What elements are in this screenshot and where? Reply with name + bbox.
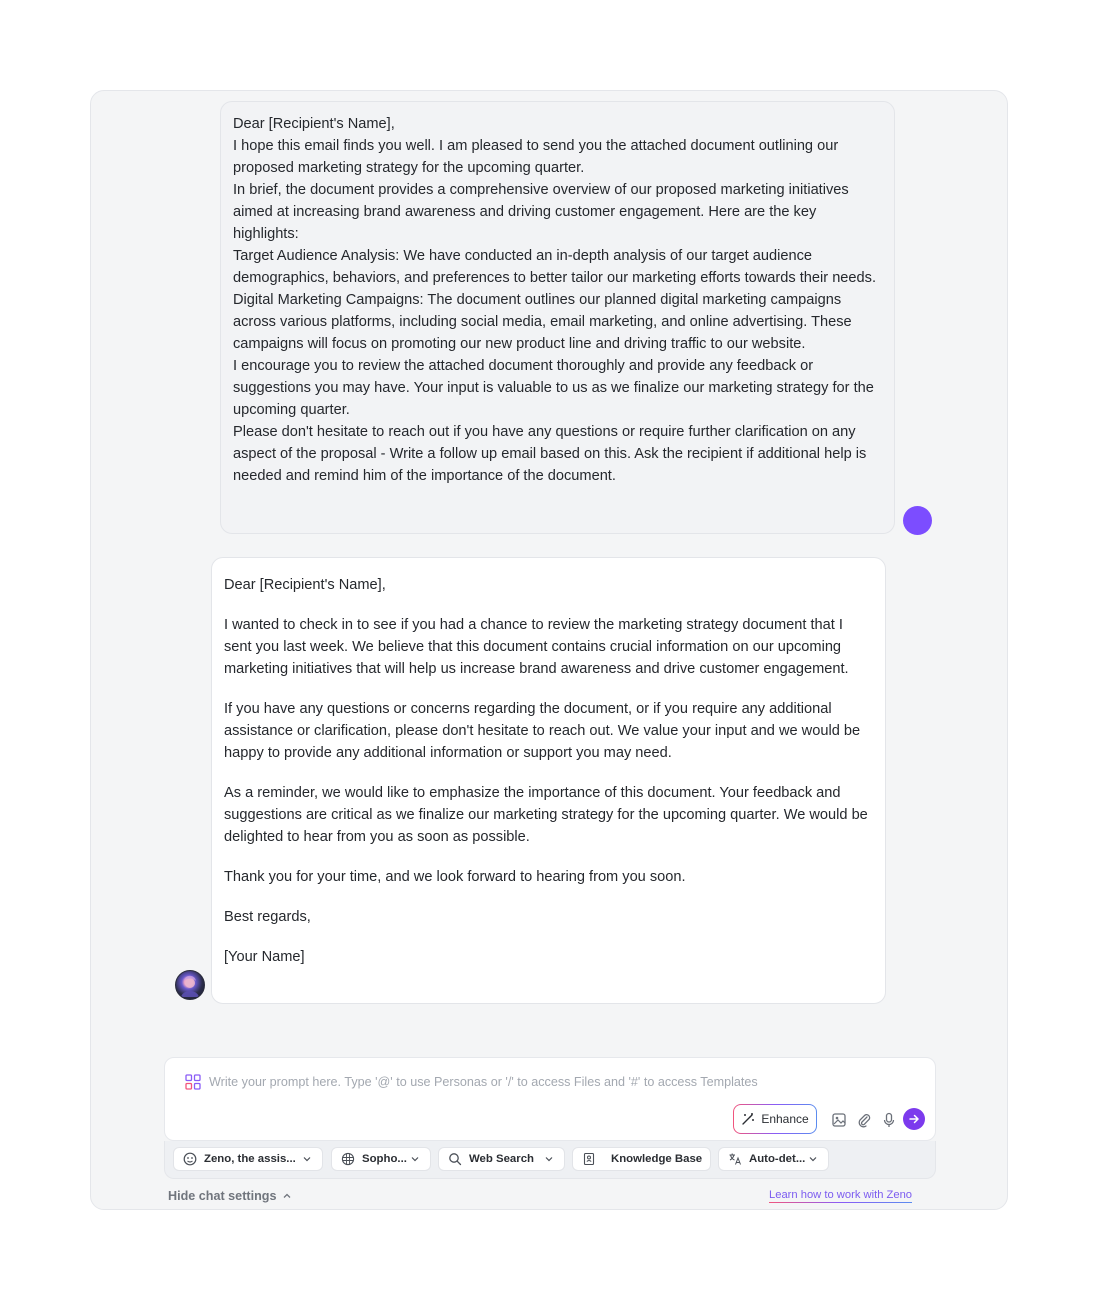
user-message-line: Please don't hesitate to reach out if you have any questions or require further clarification on any aspect of the proposal - Write a follow up email based on this. Ask the recipient if additional help is needed and remind him of the importance of the document. (233, 424, 867, 484)
user-message-bubble (220, 101, 895, 534)
assistant-paragraph: Best regards, (224, 909, 311, 925)
persona-icon (183, 1152, 197, 1166)
assistant-paragraph: If you have any questions or concerns regarding the document, or if you require any additional assistance or clarification, please don't hesitate to reach out. We value your input and we would be happy to provide any additional information or support you may need. (224, 701, 861, 761)
user-message-line: In brief, the document provides a comprehensive overview of our proposed marketing initiatives aimed at increasing brand awareness and driving customer engagement. Here are the key highlights: (233, 182, 849, 242)
chat-settings-bar (164, 1141, 936, 1179)
knowledge-base-button[interactable] (572, 1147, 711, 1171)
book-icon (582, 1152, 596, 1166)
assistant-avatar-art (176, 971, 204, 999)
assistant-paragraph: Thank you for your time, and we look forward to hearing from you soon. (224, 869, 686, 885)
language-select[interactable] (718, 1147, 829, 1171)
user-avatar (903, 506, 932, 535)
chevron-down-icon (544, 1154, 554, 1164)
send-button[interactable] (903, 1108, 925, 1130)
chevron-down-icon (410, 1154, 420, 1164)
paperclip-icon[interactable] (856, 1112, 872, 1128)
magic-wand-icon (741, 1112, 755, 1126)
model-icon (341, 1152, 355, 1166)
chevron-down-icon (808, 1154, 818, 1164)
hide-chat-settings-toggle[interactable] (168, 1189, 292, 1203)
templates-grid-icon[interactable] (185, 1074, 201, 1090)
microphone-icon[interactable] (881, 1112, 897, 1128)
model-select[interactable] (331, 1147, 431, 1171)
web-search-label: Web Search (469, 1153, 534, 1165)
learn-zeno-link[interactable]: Learn how to work with Zeno (769, 1189, 913, 1201)
translate-icon (728, 1152, 742, 1166)
arrow-right-icon (908, 1113, 920, 1125)
prompt-composer (164, 1057, 936, 1141)
user-message-line: I encourage you to review the attached document thoroughly and provide any feedback or suggestions you may have. Your input is valuable to us as we finalize our marketing strategy for the upcoming quarter. (233, 358, 874, 418)
assistant-paragraph: I wanted to check in to see if you had a chance to review the marketing strategy document that I sent you last week. We believe that this document contains crucial information on our upcoming marketing initiatives that will help us increase brand awareness and drive customer engagement. (224, 617, 849, 677)
chevron-down-icon (302, 1154, 312, 1164)
user-message-line: I hope this email finds you well. I am pleased to send you the attached document outlining our proposed marketing strategy for the upcoming quarter. (233, 138, 839, 176)
prompt-input[interactable] (209, 1072, 909, 1092)
search-icon (448, 1152, 462, 1166)
user-message-line: Target Audience Analysis: We have conducted an in-depth analysis of our target audience demographics, behaviors, and preferences to better tailor our marketing efforts towards their needs. (233, 248, 877, 286)
assistant-message-bubble (211, 557, 886, 1004)
persona-label: Zeno, the assis... (204, 1153, 296, 1165)
assistant-avatar (175, 970, 205, 1000)
chevron-up-icon (282, 1191, 292, 1201)
user-message-line: Digital Marketing Campaigns: The document outlines our planned digital marketing campaigns across various platforms, including social media, email marketing, and online advertising. These campaigns will focus on promoting our new product line and driving traffic to our website. (233, 292, 852, 352)
knowledge-base-label: Knowledge Base (611, 1153, 703, 1165)
hide-settings-label: Hide chat settings (168, 1189, 277, 1203)
assistant-paragraph: As a reminder, we would like to emphasize the importance of this document. Your feedback and suggestions are critical as we finalize our marketing strategy for the upcoming quarter. We would be delighted to hear from you as soon as possible. (224, 785, 868, 845)
model-label: Sopho... (362, 1153, 407, 1165)
user-message-line: Dear [Recipient's Name], (233, 116, 395, 132)
web-search-select[interactable] (438, 1147, 565, 1171)
enhance-label: Enhance (761, 1112, 809, 1126)
enhance-button[interactable] (733, 1104, 817, 1134)
image-upload-icon[interactable] (831, 1112, 847, 1128)
persona-select[interactable] (173, 1147, 323, 1171)
assistant-paragraph: Dear [Recipient's Name], (224, 577, 386, 593)
assistant-paragraph: [Your Name] (224, 949, 305, 965)
language-label: Auto-det... (749, 1153, 806, 1165)
